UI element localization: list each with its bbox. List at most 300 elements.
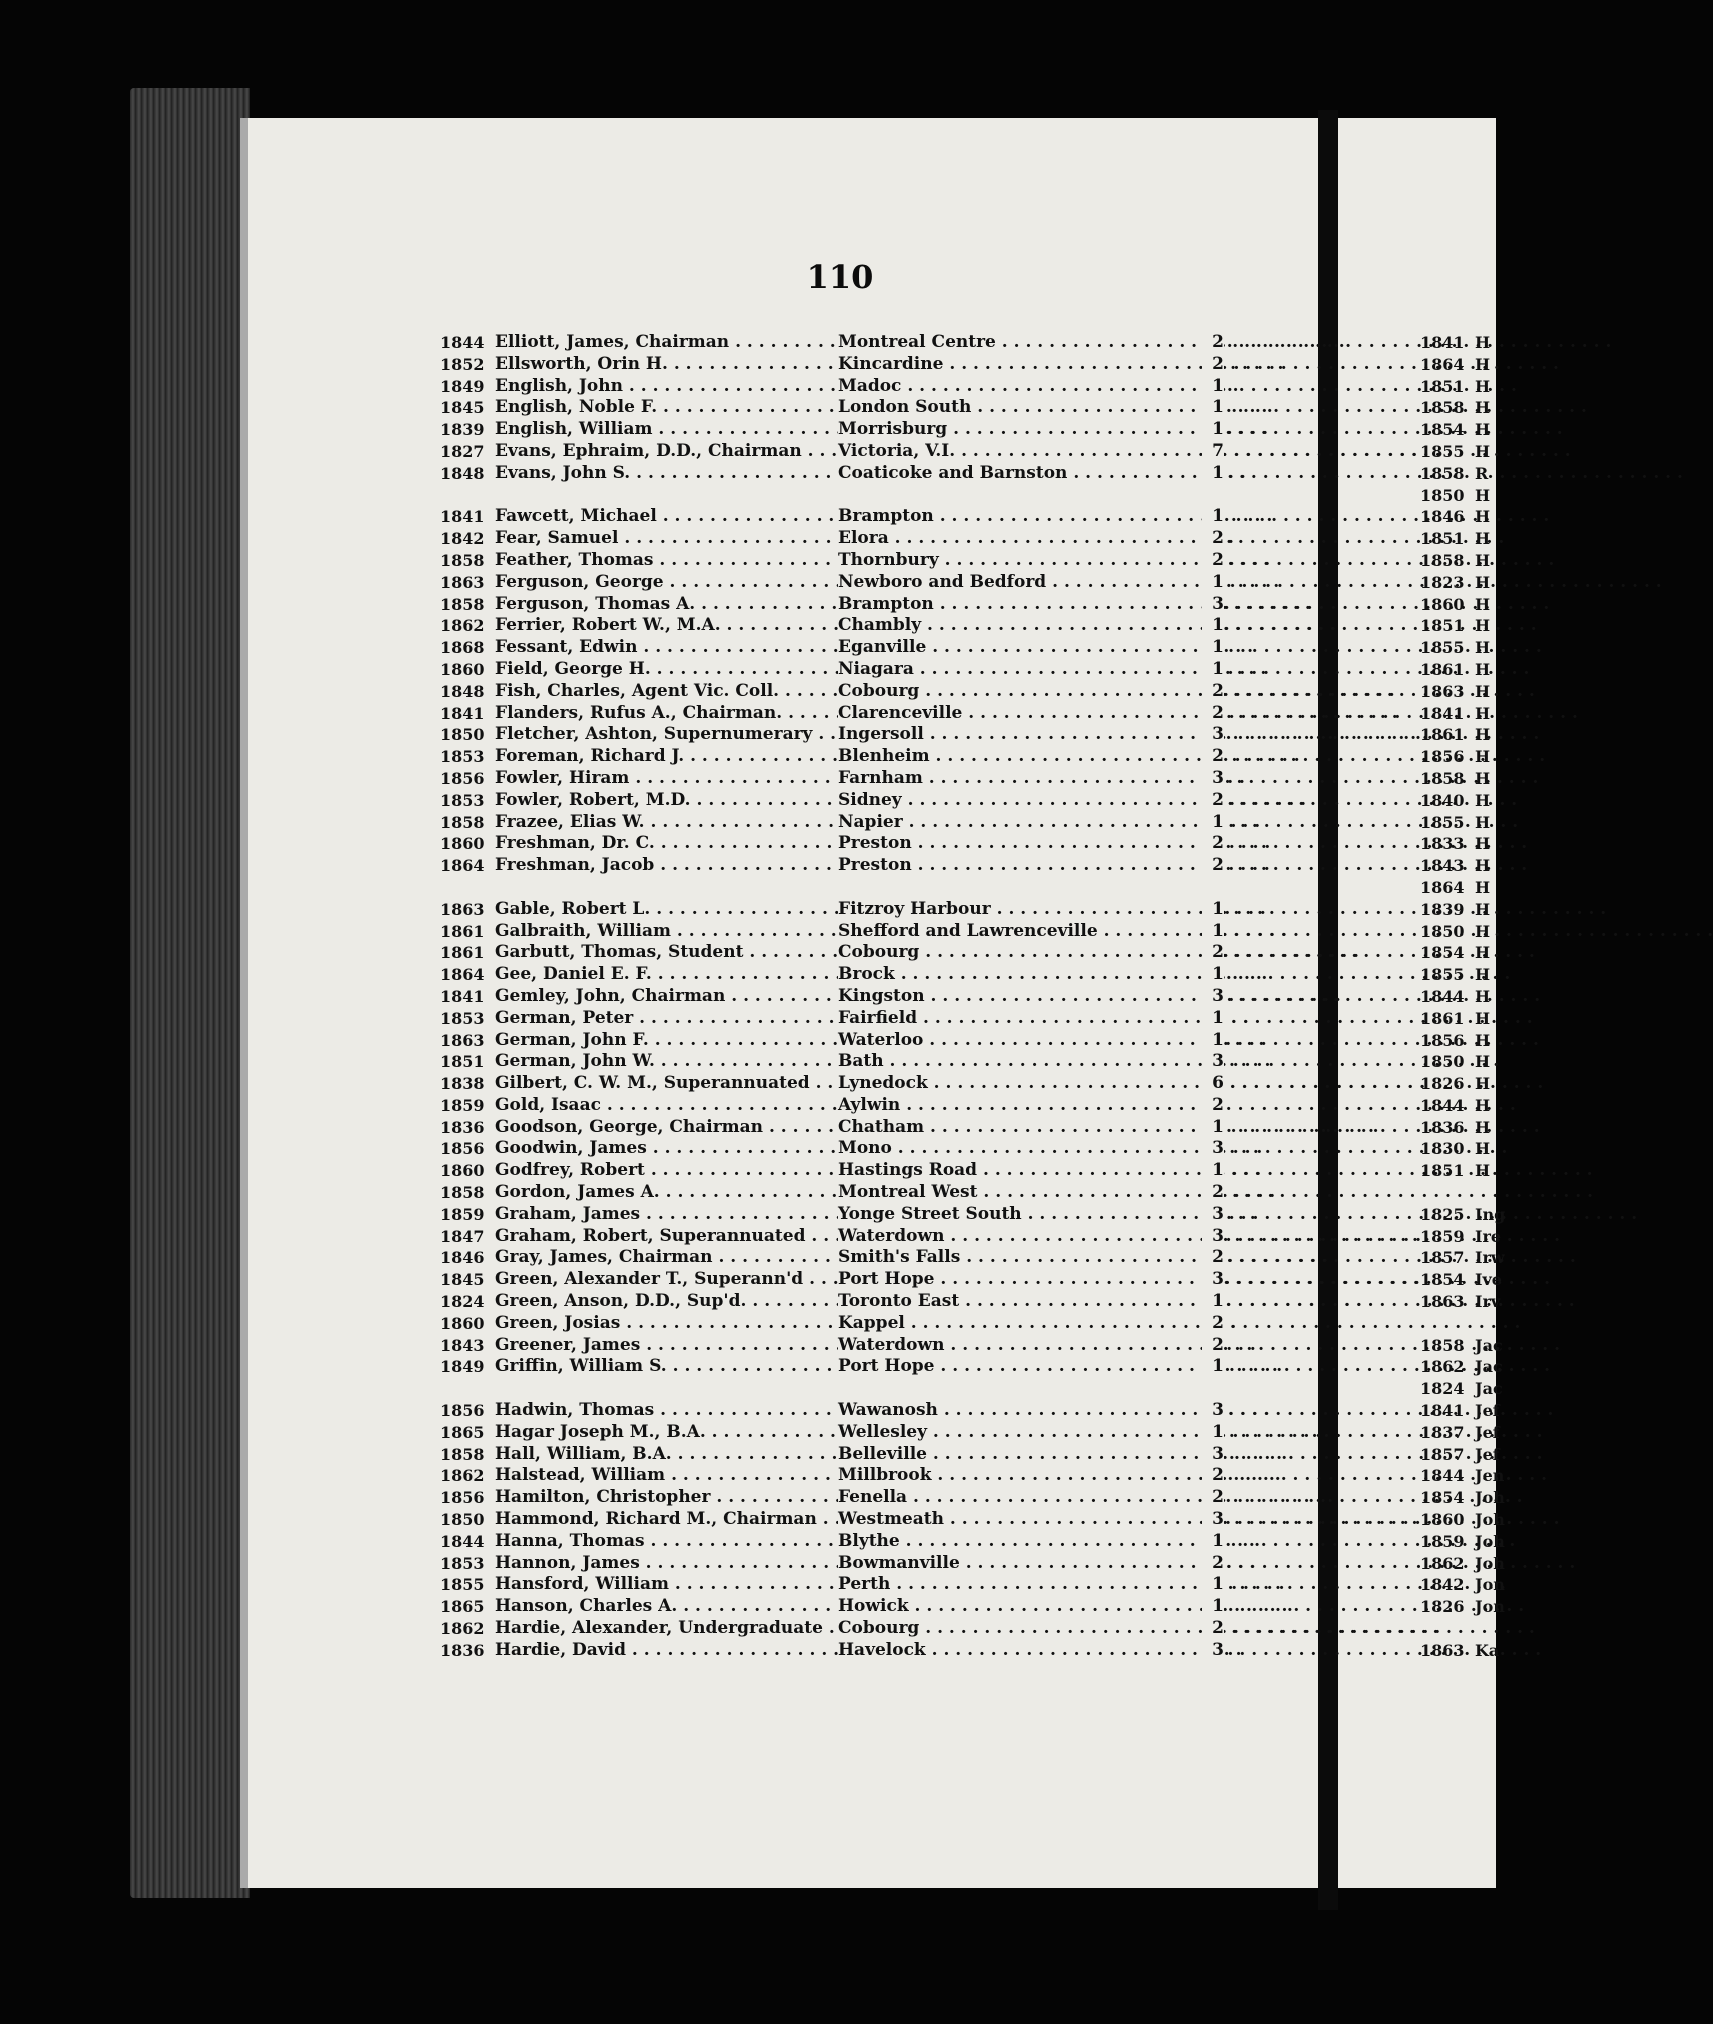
entry-year: 1863	[1420, 681, 1465, 701]
entry-year: 1865	[440, 1422, 485, 1442]
entry-year: 1858	[440, 594, 485, 614]
entry-station-text: Farnham	[838, 767, 923, 788]
entry-station	[838, 528, 1206, 550]
entry-name: H	[1475, 529, 1491, 549]
register-entry-partial	[1420, 746, 1500, 768]
entry-station	[838, 1356, 1206, 1378]
entry-year: 1839	[440, 420, 485, 440]
entry-station	[838, 1160, 1206, 1182]
entry-station-text: Westmeath	[838, 1509, 944, 1530]
entry-station	[838, 899, 1206, 921]
entry-name: Irv	[1475, 1292, 1501, 1312]
register-entry	[440, 659, 1225, 681]
entry-station	[838, 855, 1206, 877]
entry-year: 1844	[1420, 1095, 1465, 1115]
entry-years-count: 1	[1202, 1291, 1224, 1313]
entry-year: 1862	[1420, 1553, 1465, 1573]
entry-station-text: Fairfield	[838, 1007, 918, 1028]
entry-year: 1842	[440, 529, 485, 549]
entry-name: H	[1475, 812, 1491, 832]
entry-year: 1853	[440, 1553, 485, 1573]
entry-name-text: Gold, Isaac	[495, 1094, 601, 1115]
entry-year: 1860	[440, 1313, 485, 1333]
register-entry-partial	[1420, 659, 1500, 681]
entry-year: 1858	[1420, 550, 1465, 570]
register-entry	[440, 1073, 1225, 1095]
entry-name-text: Hadwin, Thomas	[495, 1400, 655, 1421]
entry-year: 1855	[1420, 965, 1465, 985]
entry-year: 1851	[1420, 529, 1465, 549]
entry-station	[838, 463, 1206, 485]
entry-station	[838, 1182, 1206, 1204]
register-entry-partial	[1420, 506, 1500, 528]
entry-year: 1855	[1420, 812, 1465, 832]
register-entry-partial	[1420, 790, 1500, 812]
entry-station	[838, 1247, 1206, 1269]
entry-station-text: Waterdown	[838, 1225, 945, 1246]
register-entry-partial	[1420, 899, 1500, 921]
entry-name-text: Godfrey, Robert	[495, 1160, 645, 1181]
register-entry-partial	[1420, 1574, 1505, 1596]
register-entry-partial	[1420, 354, 1500, 376]
entry-year: 1845	[440, 398, 485, 418]
entry-station	[838, 1640, 1206, 1662]
register-entry	[440, 1335, 1225, 1357]
entry-year: 1845	[440, 1270, 485, 1290]
register-entry	[440, 506, 1225, 528]
section-gap	[1420, 1182, 1500, 1204]
entry-name-text: Fear, Samuel	[495, 528, 619, 549]
entry-station	[838, 572, 1206, 594]
entry-station	[838, 397, 1206, 419]
entry-year: 1855	[1420, 441, 1465, 461]
entry-station	[838, 746, 1206, 768]
entry-station	[838, 637, 1206, 659]
entry-years-count: 1	[1202, 921, 1224, 943]
register-entry	[440, 703, 1225, 725]
register-entry	[440, 1531, 1225, 1553]
register-entry	[440, 855, 1225, 877]
entry-year: 1858	[440, 812, 485, 832]
register-entry-partial	[1420, 1335, 1503, 1357]
entry-years-count: 2	[1202, 790, 1224, 812]
register-entry-partial	[1420, 463, 1500, 485]
register-entry-partial	[1420, 921, 1500, 943]
register-entry	[440, 1247, 1225, 1269]
entry-name-text: Freshman, Jacob	[495, 855, 655, 876]
entry-year: 1836	[440, 1640, 485, 1660]
entry-name-text: Gray, James, Chairman	[495, 1247, 713, 1268]
entry-year: 1853	[440, 747, 485, 767]
register-entry-partial	[1420, 332, 1500, 354]
entry-year: 1862	[440, 1619, 485, 1639]
entry-station-text: Wellesley	[838, 1421, 927, 1442]
entry-years-count: 2	[1202, 855, 1224, 877]
entry-name: H	[1475, 572, 1491, 592]
entry-year: 1826	[1420, 1074, 1465, 1094]
entry-year: 1864	[440, 965, 485, 985]
entry-name: H	[1475, 790, 1491, 810]
register-entry	[440, 376, 1225, 398]
entry-year: 1849	[440, 1357, 485, 1377]
entry-years-count: 1	[1202, 1422, 1224, 1444]
register-entry-partial	[1420, 1487, 1505, 1509]
entry-name-text: Hamilton, Christopher	[495, 1487, 711, 1508]
entry-year: 1861	[1420, 725, 1465, 745]
entry-name-text: Hanson, Charles A.	[495, 1596, 678, 1617]
register-entry	[440, 1008, 1225, 1030]
entry-station	[838, 1117, 1206, 1139]
entry-name: Jon	[1475, 1597, 1505, 1617]
entry-name: H	[1475, 354, 1491, 374]
entry-name-text: Goodson, George, Chairman	[495, 1116, 764, 1137]
entry-name-text: Green, Alexander T., Superann'd	[495, 1269, 804, 1290]
entry-station-text: Lynedock	[838, 1073, 928, 1094]
entry-name: H	[1475, 834, 1491, 854]
register-entry	[440, 1291, 1225, 1313]
entry-name-text: Gable, Robert L.	[495, 898, 651, 919]
entry-name: H	[1475, 747, 1491, 767]
entry-name: H	[1475, 986, 1491, 1006]
entry-name: Ive	[1475, 1270, 1502, 1290]
entry-station-text: Port Hope	[838, 1269, 935, 1290]
entry-name-text: Gordon, James A.	[495, 1182, 660, 1203]
entry-name: H	[1475, 1161, 1491, 1181]
register-entry-partial	[1420, 1444, 1500, 1466]
entry-years-count: 3	[1202, 768, 1224, 790]
entry-name: H	[1475, 376, 1491, 396]
entry-year: 1858	[440, 550, 485, 570]
entry-year: 1858	[1420, 463, 1465, 483]
entry-name-text: Ellsworth, Orin H.	[495, 353, 668, 374]
section-gap	[1420, 1313, 1500, 1335]
entry-year: 1849	[440, 376, 485, 396]
register-entry-partial	[1420, 397, 1500, 419]
entry-name: H	[1475, 441, 1491, 461]
register-entry-partial	[1420, 1138, 1500, 1160]
entry-name-text: Feather, Thomas	[495, 549, 654, 570]
entry-name-text: Gilbert, C. W. M., Superannuated	[495, 1073, 810, 1094]
entry-year: 1860	[440, 659, 485, 679]
entry-name: Joh	[1475, 1488, 1505, 1508]
register-entry	[440, 1095, 1225, 1117]
entry-station	[838, 441, 1206, 463]
entry-year: 1841	[440, 507, 485, 527]
register-entry	[440, 964, 1225, 986]
entry-year: 1863	[440, 899, 485, 919]
entry-years-count: 3	[1202, 1400, 1224, 1422]
entry-name-text: Ferguson, George	[495, 571, 664, 592]
right-register-column	[1420, 332, 1506, 1662]
entry-name: Jef	[1475, 1401, 1500, 1421]
entry-name: H	[1475, 1117, 1491, 1137]
entry-station-text: Shefford and Lawrenceville	[838, 920, 1098, 941]
entry-year: 1851	[1420, 376, 1465, 396]
entry-years-count: 1	[1202, 964, 1224, 986]
entry-station	[838, 1596, 1206, 1618]
register-entry	[440, 1160, 1225, 1182]
register-entry-partial	[1420, 1640, 1500, 1662]
register-entry-partial	[1420, 942, 1500, 964]
register-entry-partial	[1420, 1030, 1500, 1052]
entry-name: H	[1475, 877, 1491, 897]
entry-year: 1859	[1420, 1226, 1465, 1246]
entry-name-text: German, John F.	[495, 1029, 649, 1050]
entry-name: Joh	[1475, 1510, 1505, 1530]
entry-station-text: Bowmanville	[838, 1552, 960, 1573]
entry-station-text: Blenheim	[838, 746, 930, 767]
entry-station-text: Preston	[838, 855, 912, 876]
entry-station-text: Thornbury	[838, 549, 939, 570]
entry-year: 1861	[440, 943, 485, 963]
entry-year: 1859	[440, 1204, 485, 1224]
entry-name: Jac	[1475, 1335, 1503, 1355]
entry-years-count: 3	[1202, 1226, 1224, 1248]
entry-year: 1862	[1420, 1357, 1465, 1377]
entry-name-text: Hardie, David	[495, 1639, 627, 1660]
entry-year: 1858	[440, 1183, 485, 1203]
entry-station	[838, 376, 1206, 398]
entry-name: H	[1475, 943, 1491, 963]
entry-year: 1824	[440, 1292, 485, 1312]
entry-name: H	[1475, 485, 1491, 505]
entry-years-count: 1	[1202, 1008, 1224, 1030]
entry-year: 1844	[440, 1531, 485, 1551]
entry-year: 1858	[1420, 1335, 1465, 1355]
entry-year: 1837	[1420, 1422, 1465, 1442]
entry-year: 1864	[1420, 877, 1465, 897]
entry-years-count: 3	[1202, 1444, 1224, 1466]
register-entry-partial	[1420, 1509, 1505, 1531]
entry-name: Jac	[1475, 1379, 1503, 1399]
entry-year: 1830	[1420, 1139, 1465, 1159]
entry-station-text: Blythe	[838, 1530, 900, 1551]
entry-station-text: Victoria, V.I.	[838, 440, 956, 461]
entry-name-text: Elliott, James, Chairman	[495, 332, 730, 352]
entry-station-text: Yonge Street South	[838, 1203, 1022, 1224]
register-entry	[440, 1030, 1225, 1052]
entry-station	[838, 1073, 1206, 1095]
entry-station	[838, 659, 1206, 681]
entry-year: 1841	[1420, 703, 1465, 723]
page-number: 110	[806, 258, 874, 296]
entry-name-text: Green, Josias	[495, 1312, 621, 1333]
entry-years-count: 2	[1202, 703, 1224, 725]
register-entry	[440, 746, 1225, 768]
entry-years-count: 3	[1202, 1269, 1224, 1291]
register-entry	[440, 790, 1225, 812]
entry-station-text: Preston	[838, 833, 912, 854]
entry-years-count: 1	[1202, 615, 1224, 637]
entry-name-text: Fowler, Hiram	[495, 767, 630, 788]
register-entry-partial	[1420, 1226, 1500, 1248]
entry-years-count: 3	[1202, 1640, 1224, 1662]
register-entry	[440, 1487, 1225, 1509]
section-gap	[440, 485, 1225, 507]
entry-station	[838, 1422, 1206, 1444]
entry-station-text: Chatham	[838, 1116, 925, 1137]
register-entry	[440, 833, 1225, 855]
entry-station	[838, 332, 1206, 354]
entry-station	[838, 1138, 1206, 1160]
entry-name-text: Goodwin, James	[495, 1138, 647, 1159]
entry-station	[838, 681, 1206, 703]
register-entry-partial	[1420, 594, 1500, 616]
register-entry-partial	[1420, 1553, 1505, 1575]
entry-year: 1858	[440, 1444, 485, 1464]
entry-name-text: Field, George H.	[495, 658, 651, 679]
entry-name-text: German, John W.	[495, 1051, 655, 1072]
entry-station-text: Waterdown	[838, 1334, 945, 1355]
entry-name-text: Fessant, Edwin	[495, 637, 638, 658]
entry-station-text: Eganville	[838, 637, 927, 658]
entry-station-text: Fitzroy Harbour	[838, 898, 991, 919]
entry-years-count: 2	[1202, 1247, 1224, 1269]
entry-years-count: 3	[1202, 724, 1224, 746]
register-entry	[440, 1618, 1225, 1640]
entry-years-count: 1	[1202, 376, 1224, 398]
register-entry-partial	[1420, 855, 1500, 877]
entry-name-text: Ferrier, Robert W., M.A.	[495, 615, 721, 636]
entry-name: H	[1475, 616, 1491, 636]
entry-station	[838, 964, 1206, 986]
register-entry-partial	[1420, 615, 1500, 637]
entry-year: 1851	[1420, 1161, 1465, 1181]
entry-name: H	[1475, 1030, 1491, 1050]
entry-name: H	[1475, 1074, 1491, 1094]
entry-station-text: Kincardine	[838, 353, 944, 374]
entry-year: 1860	[1420, 1510, 1465, 1530]
entry-station	[838, 1487, 1206, 1509]
register-entry	[440, 1465, 1225, 1487]
entry-name: H	[1475, 420, 1491, 440]
entry-year: 1825	[1420, 1204, 1465, 1224]
register-entry	[440, 1313, 1225, 1335]
entry-station-text: Cobourg	[838, 680, 920, 701]
entry-years-count: 1	[1202, 812, 1224, 834]
entry-year: 1846	[440, 1248, 485, 1268]
entry-name-text: Greener, James	[495, 1334, 641, 1355]
entry-name: R	[1475, 463, 1489, 483]
entry-years-count: 1	[1202, 1030, 1224, 1052]
entry-station-text: Millbrook	[838, 1465, 932, 1486]
entry-station	[838, 594, 1206, 616]
register-entry	[440, 332, 1225, 354]
register-entry	[440, 1596, 1225, 1618]
entry-station	[838, 615, 1206, 637]
entry-station	[838, 1509, 1206, 1531]
register-entry-partial	[1420, 681, 1500, 703]
entry-year: 1858	[1420, 398, 1465, 418]
entry-station	[838, 724, 1206, 746]
register-entry	[440, 594, 1225, 616]
entry-year: 1857	[1420, 1444, 1465, 1464]
entry-year: 1855	[1420, 638, 1465, 658]
entry-name: H	[1475, 856, 1491, 876]
entry-year: 1841	[1420, 1401, 1465, 1421]
entry-station-text: Havelock	[838, 1639, 926, 1660]
register-entry-partial	[1420, 1422, 1500, 1444]
entry-station-text: Chambly	[838, 615, 922, 636]
entry-name-text: Graham, James	[495, 1203, 641, 1224]
register-entry	[440, 768, 1225, 790]
entry-station	[838, 1204, 1206, 1226]
entry-years-count: 1	[1202, 1531, 1224, 1553]
entry-years-count: 1	[1202, 463, 1224, 485]
entry-station	[838, 790, 1206, 812]
entry-years-count: 2	[1202, 942, 1224, 964]
register-entry	[440, 419, 1225, 441]
entry-year: 1833	[1420, 834, 1465, 854]
entry-station	[838, 1291, 1206, 1313]
entry-station-text: Brampton	[838, 506, 934, 527]
entry-name: H	[1475, 921, 1491, 941]
entry-name: H	[1475, 398, 1491, 418]
register-entry	[440, 1182, 1225, 1204]
entry-name-text: Frazee, Elias W.	[495, 811, 645, 832]
register-entry-partial	[1420, 1531, 1505, 1553]
entry-year: 1850	[1420, 921, 1465, 941]
entry-station-text: Madoc	[838, 375, 902, 396]
entry-station	[838, 1335, 1206, 1357]
entry-station-text: Aylwin	[838, 1094, 901, 1115]
entry-station-text: Hastings Road	[838, 1160, 978, 1181]
entry-station-text: Clarenceville	[838, 702, 963, 723]
entry-year: 1854	[1420, 420, 1465, 440]
entry-year: 1826	[1420, 1597, 1465, 1617]
entry-years-count: 1	[1202, 1160, 1224, 1182]
entry-year: 1856	[440, 768, 485, 788]
entry-name: H	[1475, 1095, 1491, 1115]
entry-years-count: 7	[1202, 441, 1224, 463]
entry-name-text: Hammond, Richard M., Chairman	[495, 1509, 817, 1530]
entry-years-count: 1	[1202, 637, 1224, 659]
register-entry-partial	[1420, 1051, 1500, 1073]
entry-year: 1846	[1420, 507, 1465, 527]
register-entry	[440, 812, 1225, 834]
entry-name: Joh	[1475, 1553, 1505, 1573]
entry-name: H	[1475, 899, 1491, 919]
entry-year: 1864	[440, 856, 485, 876]
entry-year: 1854	[1420, 943, 1465, 963]
entry-station-text: Port Hope	[838, 1356, 935, 1377]
entry-name: Jon	[1475, 1575, 1505, 1595]
entry-year: 1856	[440, 1488, 485, 1508]
entry-name-text: Graham, Robert, Superannuated	[495, 1225, 806, 1246]
entry-station	[838, 1226, 1206, 1248]
entry-years-count: 2	[1202, 1313, 1224, 1335]
entry-years-count: 2	[1202, 1487, 1224, 1509]
register-entry-partial	[1420, 1291, 1500, 1313]
entry-name-text: Evans, John S.	[495, 462, 631, 483]
entry-year: 1863	[440, 1030, 485, 1050]
entry-name-text: Evans, Ephraim, D.D., Chairman	[495, 440, 802, 461]
entry-name-text: Halstead, William	[495, 1465, 666, 1486]
entry-station-text: Brock	[838, 964, 895, 985]
register-entry	[440, 441, 1225, 463]
entry-year: 1860	[1420, 594, 1465, 614]
register-entry-partial	[1420, 441, 1500, 463]
entry-station-text: Fenella	[838, 1487, 908, 1508]
entry-name: Joh	[1475, 1531, 1505, 1551]
entry-station-text: Elora	[838, 528, 889, 549]
entry-year: 1844	[1420, 1466, 1465, 1486]
entry-name-text: German, Peter	[495, 1007, 634, 1028]
entry-years-count: 2	[1202, 833, 1224, 855]
entry-station-text: Wawanosh	[838, 1400, 938, 1421]
entry-years-count: 1	[1202, 572, 1224, 594]
register-entry-partial	[1420, 1465, 1505, 1487]
